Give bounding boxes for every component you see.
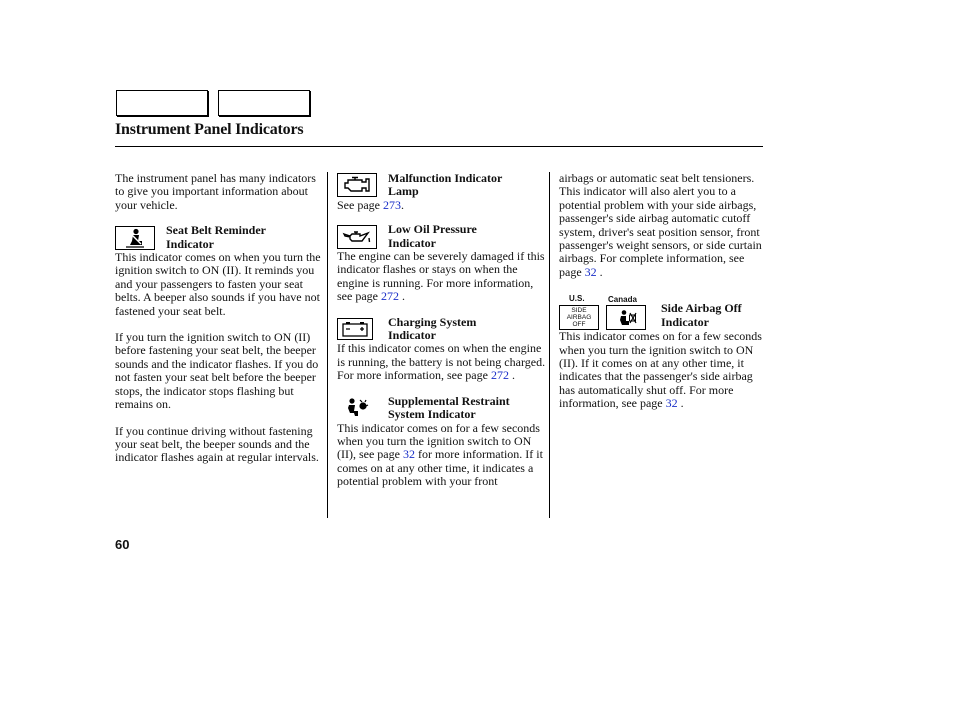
page-272-link-oil[interactable]: 272 [380, 289, 399, 304]
seat-belt-heading-2: Indicator [166, 236, 214, 251]
oil-heading-2: Indicator [388, 235, 436, 250]
page-32-link-srs[interactable]: 32 [402, 447, 415, 462]
page-272-link-charging[interactable]: 272 [490, 368, 509, 383]
side-airbag-off-us-icon: SIDE AIRBAG OFF [559, 305, 599, 330]
charging-header [337, 316, 547, 343]
srs-continued-text: airbags or automatic seat belt tensioners. This indicator will also alert you to a potential problem with your side airbags, passenger's side airbag automatic cutoff system, driver's seat position sensor, front passenger's weight sensors, or side curtain airbags. For complete information, see page 32 . [559, 171, 762, 279]
malfunction-text: See page 273. [337, 197, 404, 212]
malfunction-heading-1: Malfunction Indicator [388, 171, 503, 185]
seat-belt-header [115, 224, 321, 251]
oil-text: The engine can be severely damaged if this indicator flashes or stays on when the engine is running. For more information, see page 272 . [337, 249, 545, 304]
intro-text: The instrument panel has many indicators to give you important information about your vehicle. [115, 171, 316, 212]
malfunction-heading-2: Lamp [388, 184, 419, 199]
column-divider-1 [327, 172, 328, 518]
page-273-link[interactable]: 273 [382, 197, 401, 212]
srs-text: This indicator comes on for a few seconds when you turn the ignition switch to ON (II), see page 32 for more information. If it comes on at any other time, it indicates a potential problem with your front [337, 420, 543, 489]
seat-belt-heading-1: Seat Belt Reminder [166, 223, 266, 238]
column-3 [559, 172, 763, 411]
column-divider-2 [549, 172, 550, 518]
oil-header [337, 223, 547, 250]
page-32-link-side-airbag[interactable]: 32 [665, 396, 678, 411]
us-label: U.S. [569, 294, 585, 304]
battery-icon [337, 318, 373, 340]
title-divider [115, 146, 763, 147]
airbag-person-icon [337, 396, 377, 420]
charging-heading-2: Indicator [388, 328, 436, 343]
column-1 [115, 172, 321, 465]
side-airbag-header [559, 294, 763, 335]
column-2 [337, 172, 547, 489]
page-number: 60 [115, 537, 130, 552]
charging-text: If this indicator comes on when the engine is running, the battery is not being charged. For more information, see page 272 . [337, 341, 546, 383]
page-title: Instrument Panel Indicators [115, 121, 304, 138]
srs-header [337, 395, 547, 422]
seat-belt-paragraph-3: If you continue driving without fastening your seat belt, the beeper sounds and the indicator flashes again at regular intervals. [115, 423, 319, 465]
seat-belt-paragraph-1: This indicator comes on when you turn the ignition switch to ON (II). It reminds you and your passengers to fasten your seat belts. A beeper also sounds if you have not fastened your seat belt. [115, 250, 321, 318]
oil-heading-1: Low Oil Pressure [388, 222, 477, 237]
oil-can-icon [337, 225, 377, 249]
seat-belt-icon [115, 226, 155, 250]
seat-belt-paragraph-2: If you turn the ignition switch to ON (II) before fastening your seat belt, the beeper sounds and the indicator flashes. If you do not fasten your seat belt before the beeper stops, the indicator stops flashing but remains on. [115, 330, 319, 412]
check-engine-icon [337, 173, 377, 197]
charging-heading-1: Charging System [388, 314, 477, 329]
side-airbag-text: This indicator comes on for a few seconds when you turn the ignition switch to ON (II). If it comes on at any other time, it indicates that the passenger's side airbag has automatically shut off. For more information, see page 32 . [559, 329, 762, 411]
malfunction-header [337, 172, 547, 199]
srs-heading-2: System Indicator [388, 407, 476, 422]
page-32-link-srs-cont[interactable]: 32 [584, 264, 597, 279]
side-airbag-off-canada-icon [606, 305, 646, 330]
nav-next-button[interactable] [218, 90, 310, 116]
side-airbag-heading-1: Side Airbag Off [661, 301, 742, 316]
srs-heading-1: Supplemental Restraint [388, 393, 510, 408]
nav-previous-button[interactable] [116, 90, 208, 116]
canada-label: Canada [608, 295, 637, 305]
side-airbag-heading-2: Indicator [661, 314, 709, 329]
